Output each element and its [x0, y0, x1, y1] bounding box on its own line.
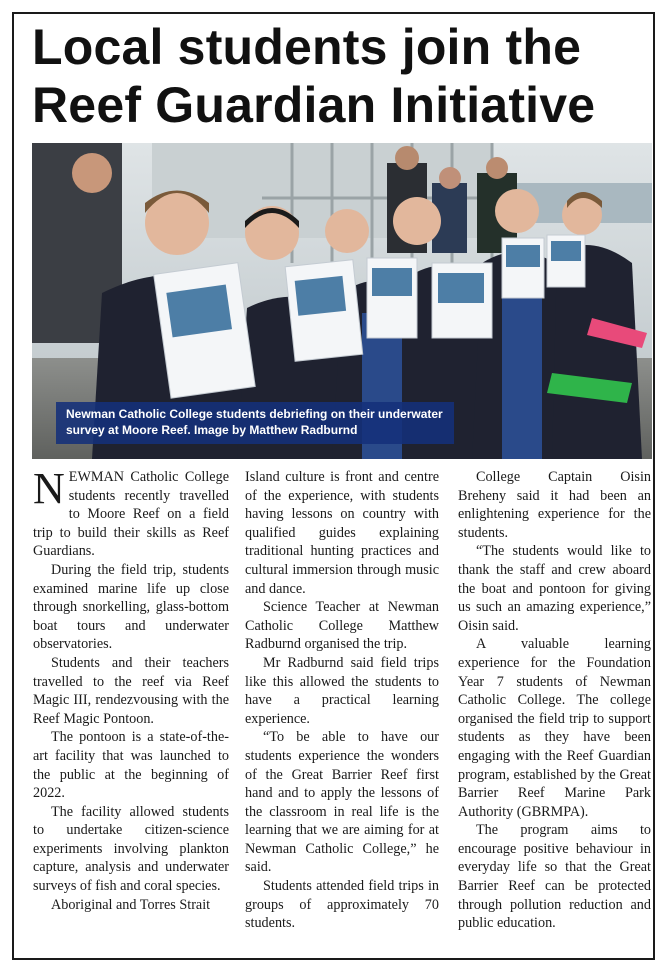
paragraph: The program aims to encourage positive behaviour in everyday life so that the Great Barrier Reef can be protected through pollution reduction and public education.	[458, 822, 651, 932]
paragraph: Students attended field trips in groups of approximately 70 students.	[245, 878, 439, 932]
paragraph: A valuable learning experience for the Foundation Year 7 students of Newman Catholic College. The college organised the field trip to support students as they have been engaging with the Reef Guardian program, established by the Great Barrier Reef Marine Park Authority (GBRMPA).	[458, 636, 651, 820]
column-1	[33, 464, 229, 914]
paragraph: During the field trip, students examined marine life up close through snorkelling, glass-bottom boat tours and underwater observatories.	[33, 561, 229, 653]
paragraph: College Captain Oisin Breheny said it had been an enlightening experience for the students.	[458, 469, 651, 541]
paragraph: Science Teacher at Newman Catholic College Matthew Radburnd organised the trip.	[245, 599, 439, 653]
lead-text: EWMAN Catholic College students recently travelled to Moore Reef on a field trip to build their skills as Reef Guardians.	[33, 469, 229, 560]
column-2	[245, 468, 439, 933]
paragraph: Students and their teachers travelled to the reef via Reef Magic III, rendezvousing with the Reef Magic Pontoon.	[33, 654, 229, 727]
lead-paragraph	[33, 464, 229, 561]
paragraph: Island culture is front and centre of the experience, with students having lessons on country with qualified guides explaining traditional hunting practices and cultural immersion through music and dance.	[245, 469, 439, 597]
paragraph: “To be able to have our students experience the wonders of the Great Barrier Reef first hand and to apply the lessons of the classroom in real life is the learning that we are aiming for at Newman Catholic College,” he said.	[245, 729, 439, 876]
paragraph: Mr Radburnd said field trips like this allowed the students to have a practical learning experience.	[245, 654, 439, 727]
paragraph: The facility allowed students to undertake citizen-science experiments involving plankton capture, analysis and underwater surveys of fish and coral species.	[33, 803, 229, 895]
paragraph: “The students would like to thank the staff and crew aboard the boat and pontoon for giving us such an amazing experience,” Oisin said.	[458, 543, 651, 634]
headline: Local students join the Reef Guardian Initiative	[32, 19, 596, 133]
paragraph: The pontoon is a state-of-the-art facility that was launched to the public at the beginning of 2022.	[33, 729, 229, 802]
photo-caption: Newman Catholic College students debriefing on their underwater survey at Moore Reef. Image by Matthew Radburnd	[56, 402, 454, 444]
column-3	[458, 468, 651, 933]
drop-cap: N	[33, 464, 65, 513]
paragraph: Aboriginal and Torres Strait	[51, 896, 211, 913]
